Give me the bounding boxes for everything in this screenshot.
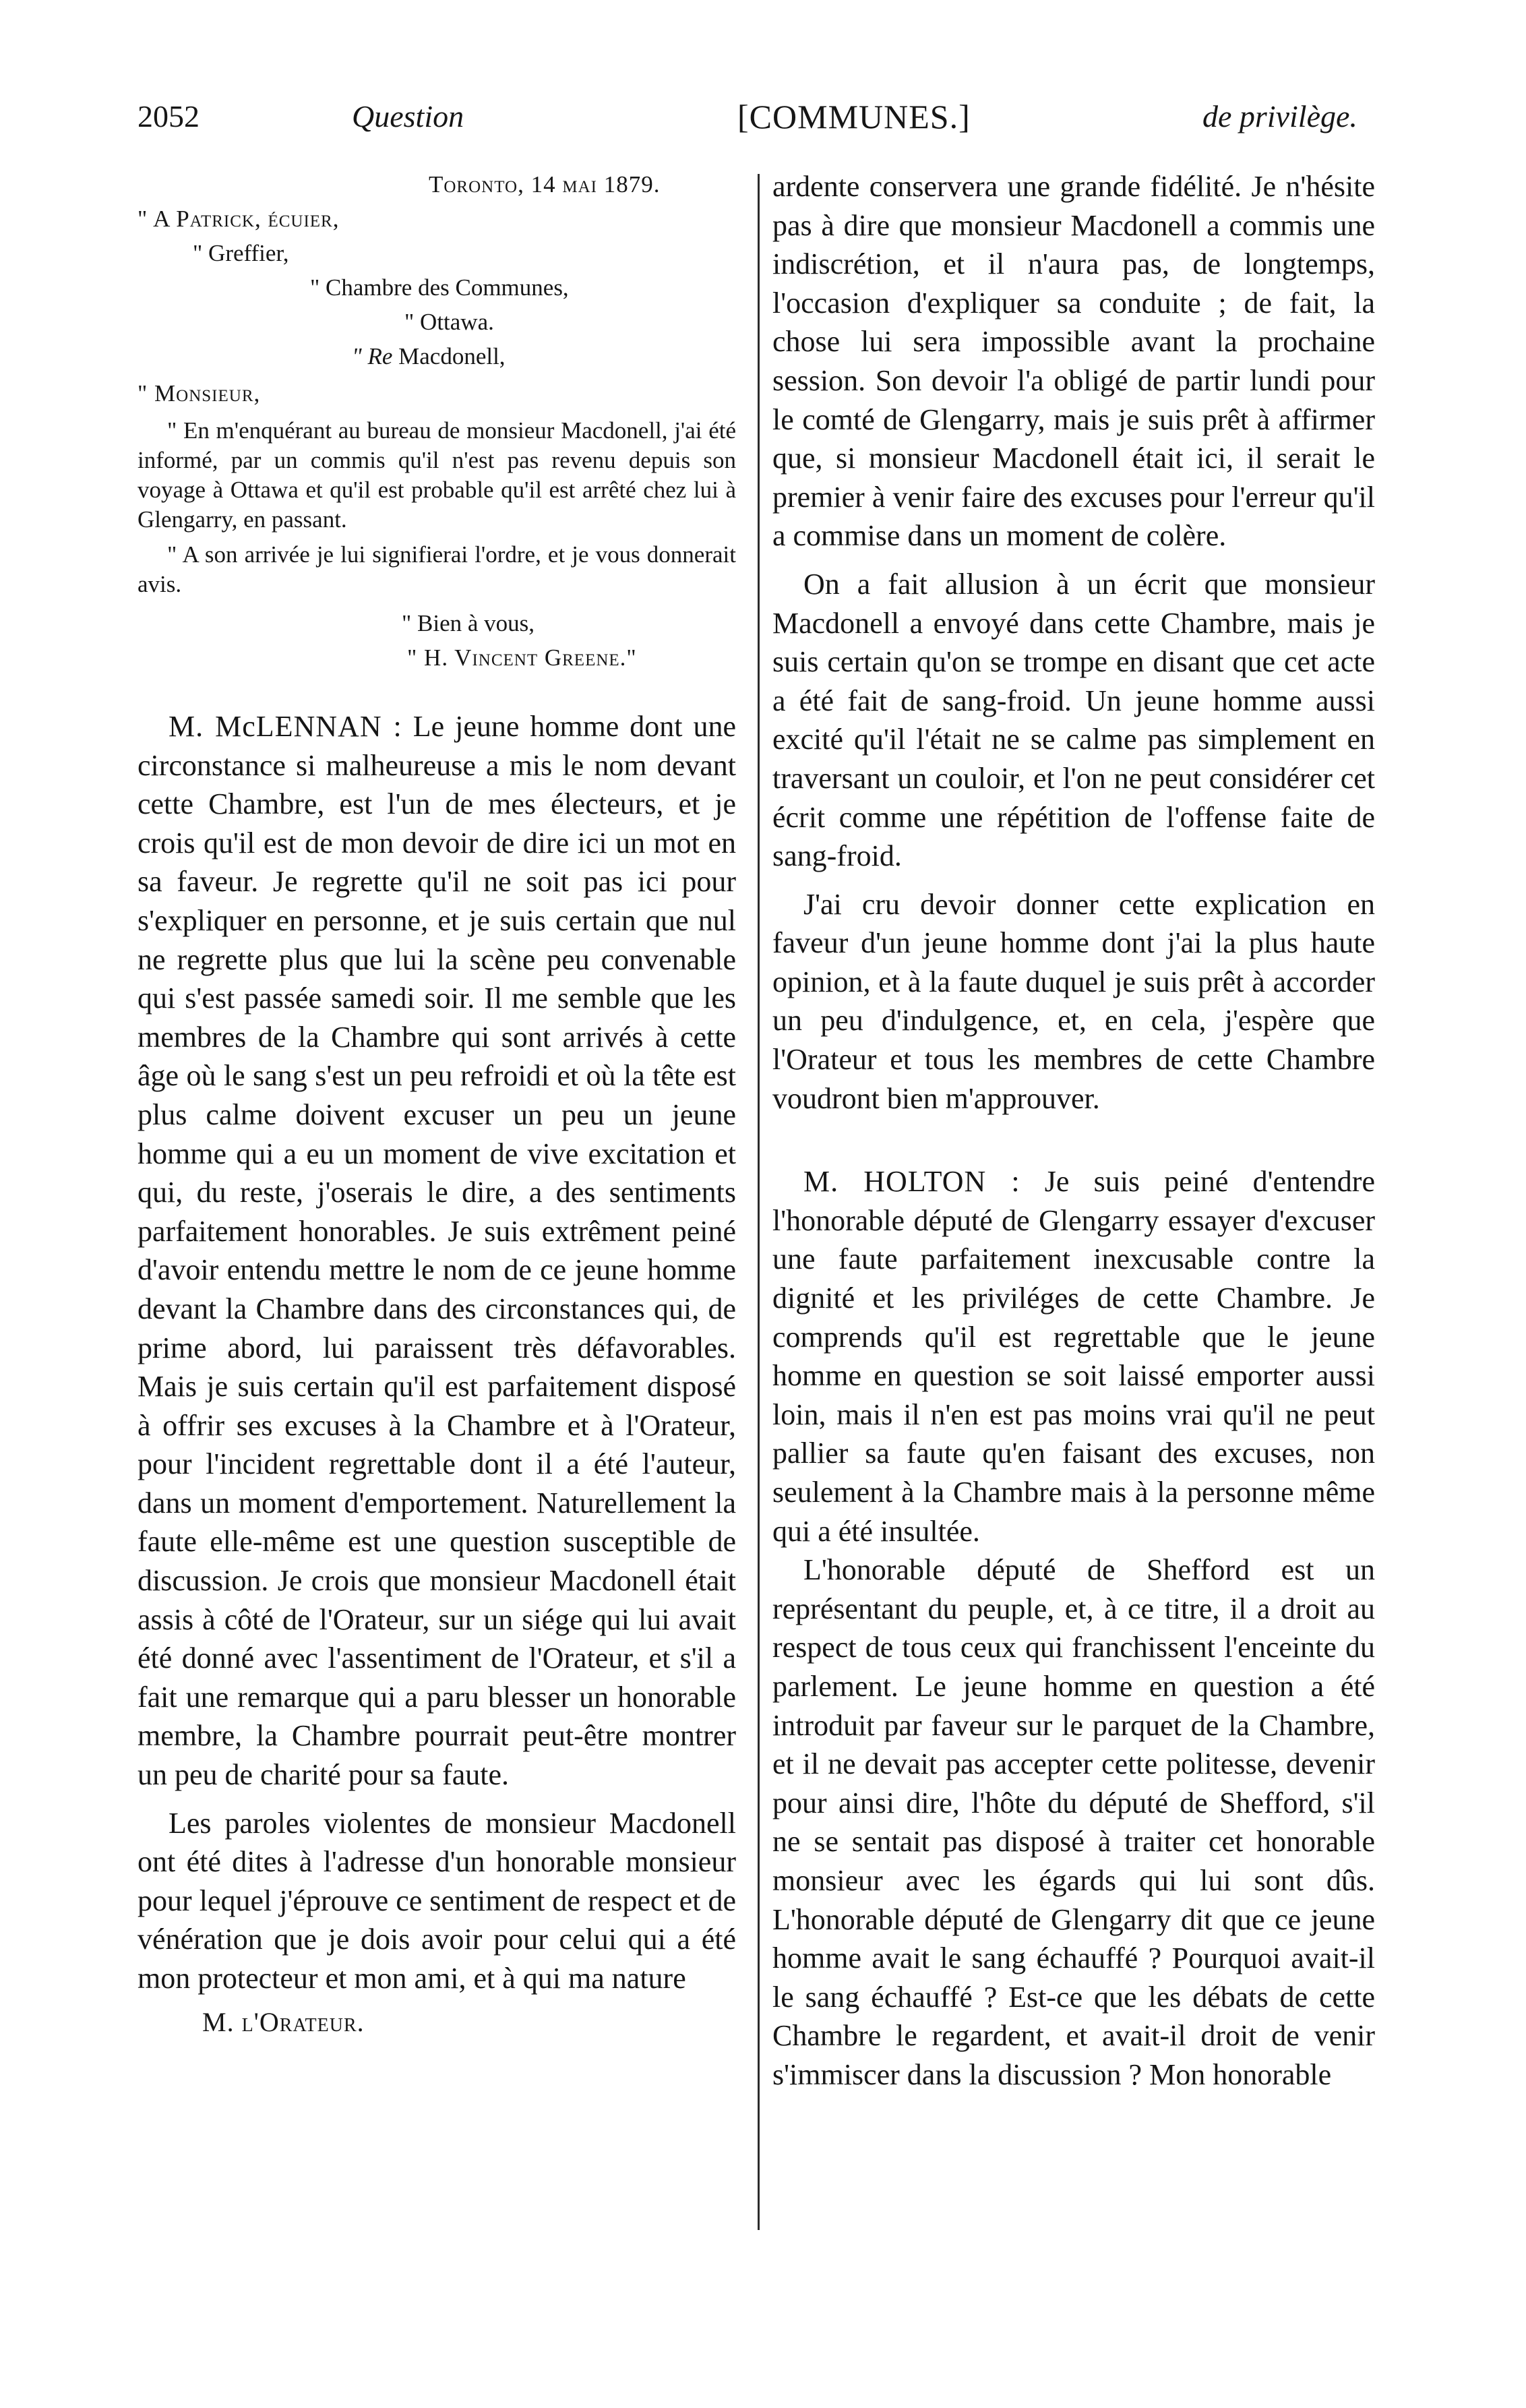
letter-paragraph: " En m'enquérant au bureau de monsieur Macdonell, j'ai été informé, par un commis qu'il n'est pas revenu depuis son voyage à Ottawa et qu'il est probable qu'il est arrêté chez lui à Glengarry, en passant. [138,417,736,533]
speech-paragraph: On a fait allusion à un écrit que monsieur Macdonell a envoyé dans cette Chambre, mais je suis certain qu'on se trompe en disant que cet acte a été fait de sang-froid. Un jeune homme aussi excité qu'il l'était ne se calme pas simplement en traversant un couloir, et l'on ne peut considérer cet écrit comme une répétition de l'offense faite de sang-froid. [772,567,1375,873]
catchword: M. l'Orateur. [202,2006,365,2037]
letter-closing: " Bien à vous, [402,610,535,636]
speech-paragraph: Les paroles violentes de monsieur Macdonell ont été dites à l'adresse d'un honorable monsieur pour lequel j'éprouve ce sentiment de respect et de vénération que je dois avoir pour celui qui a été mon protecteur et mon ami, et à qui ma nature [138,1806,736,1995]
page-number: 2052 [138,99,200,133]
right-column [772,167,1375,2095]
letter-salutation: " Monsieur, [138,380,261,407]
letter-subject [138,339,736,373]
running-head [138,93,1405,140]
running-head-left: Question [352,99,464,133]
letter-recipient: " A Patrick, écuier, [138,206,340,232]
speech-paragraph: L'honorable député de Shefford est un représentant du peuple, et, à ce titre, il a droit au respect de tous ceux qui franchissent l'enceinte du parlement. Le jeune homme en question a été introduit par faveur sur le parquet de la Chambre, et il ne devait pas accepter cette politesse, devenir pour ainsi dire, l'hôte du député de Shefford, s'il ne se sentait pas disposé à traiter cet honorable monsieur avec les égards qui lui sont dûs. L'honorable député de Glengarry dit que ce jeune homme avait le sang échauffé ? Pourquoi avait-il le sang échauffé ? Est-ce que les débats de cette Chambre le regardent, et avait-il droit de venir s'immiscer dans la discussion ? Mon honorable [772,1553,1375,2091]
letter-subject-prefix: " Re [352,343,393,369]
letter-recipient-office: " Chambre des Communes, [310,274,569,301]
speech-paragraph: ardente conservera une grande fidélité. Je n'hésite pas à dire que monsieur Macdonell a commis une indiscrétion, et il n'aura pas, de longtemps, l'occasion d'expliquer sa conduite ; de fait, la chose lui sera impossible avant la prochaine session. Son devoir l'a obligé de partir lundi pour le comté de Glengarry, mais je suis prêt à affirmer que, si monsieur Macdonell était ici, il serait le premier à venir faire des excuses pour l'erreur qu'il a commise dans un moment de colère. [772,170,1375,553]
speech-paragraph [138,707,736,1795]
speech-text: Le jeune homme dont une circonstance si malheureuse a mis le nom devant cette Chambre, est l'un de mes électeurs, et je crois qu'il est de mon devoir de dire ici un mot en sa faveur. Je regrette qu'il ne soit pas ici pour s'expliquer en personne, et je suis certain que nul ne regrette plus que lui la scène peu convenable qui s'est passée samedi soir. Il me semble que les membres de la Chambre qui sont arrivés à cette âge où le sang s'est un peu refroidi et où la tête est plus calme doivent excuser un peu un jeune homme qui a eu un moment de vive excitation et qui, du reste, j'oserais le dire, a des sentiments parfaitement honorables. Je suis extrêment peiné d'avoir entendu mettre le nom de ce jeune homme devant la Chambre dans des circonstances qui, de prime abord, lui paraissent très défavorables. Mais je suis certain qu'il est parfaitement disposé à offrir ses excuses à la Chambre et à l'Orateur, pour l'incident regrettable dont il a été l'auteur, dans un moment d'emportement. Naturellement la faute elle-même est une question susceptible de discussion. Je crois que monsieur Macdonell était assis à côté de l'Orateur, sur un siége qui lui avait été donné avec l'assentiment de l'Orateur, et s'il a fait une remarque qui a paru blesser un honorable membre, la Chambre pourrait peut-être montrer un peu de charité pour sa faute. [138,710,737,1792]
letter-signature: " H. Vincent Greene." [407,644,637,671]
speech-paragraph: J'ai cru devoir donner cette explication en faveur d'un jeune homme dont j'ai la plus haute opinion, et à la faute duquel je suis prêt à accorder un peu d'indulgence, et, en cela, j'espère que l'Orateur et tous les membres de cette Chambre voudront bien m'approuver. [772,887,1375,1115]
speaker-name: M. McLENNAN : [169,710,402,743]
running-head-right: de privilège. [1202,99,1357,133]
quoted-letter [138,167,736,675]
speech-text: Je suis peiné d'entendre l'honorable député de Glengarry essayer d'excuser une faute parfaitement inexcusable contre la dignité et les priviléges de cette Chambre. Je comprends qu'il est regrettable que le jeune homme en question se soit laissé emporter aussi loin, mais il n'en est pas moins vrai qu'il ne peut pallier sa faute qu'en faisant des excuses, non seulement à la Chambre mais à la personne même qui a été insultée. [772,1165,1375,1548]
letter-subject-name: Macdonell, [398,343,506,369]
letter-recipient-title: " Greffier, [193,240,289,266]
letter-date: Toronto, 14 mai 1879. [429,171,661,198]
running-head-center: [COMMUNES.] [737,98,971,136]
letter-recipient-city: " Ottawa. [404,309,494,335]
letter-paragraph: " A son arrivée je lui signifierai l'ordre, et je vous donnerait avis. [138,541,736,597]
column-divider [758,174,760,2230]
speech-paragraph [772,1162,1375,1551]
left-column [138,167,736,2043]
speaker-name: M. HOLTON : [803,1165,1020,1199]
